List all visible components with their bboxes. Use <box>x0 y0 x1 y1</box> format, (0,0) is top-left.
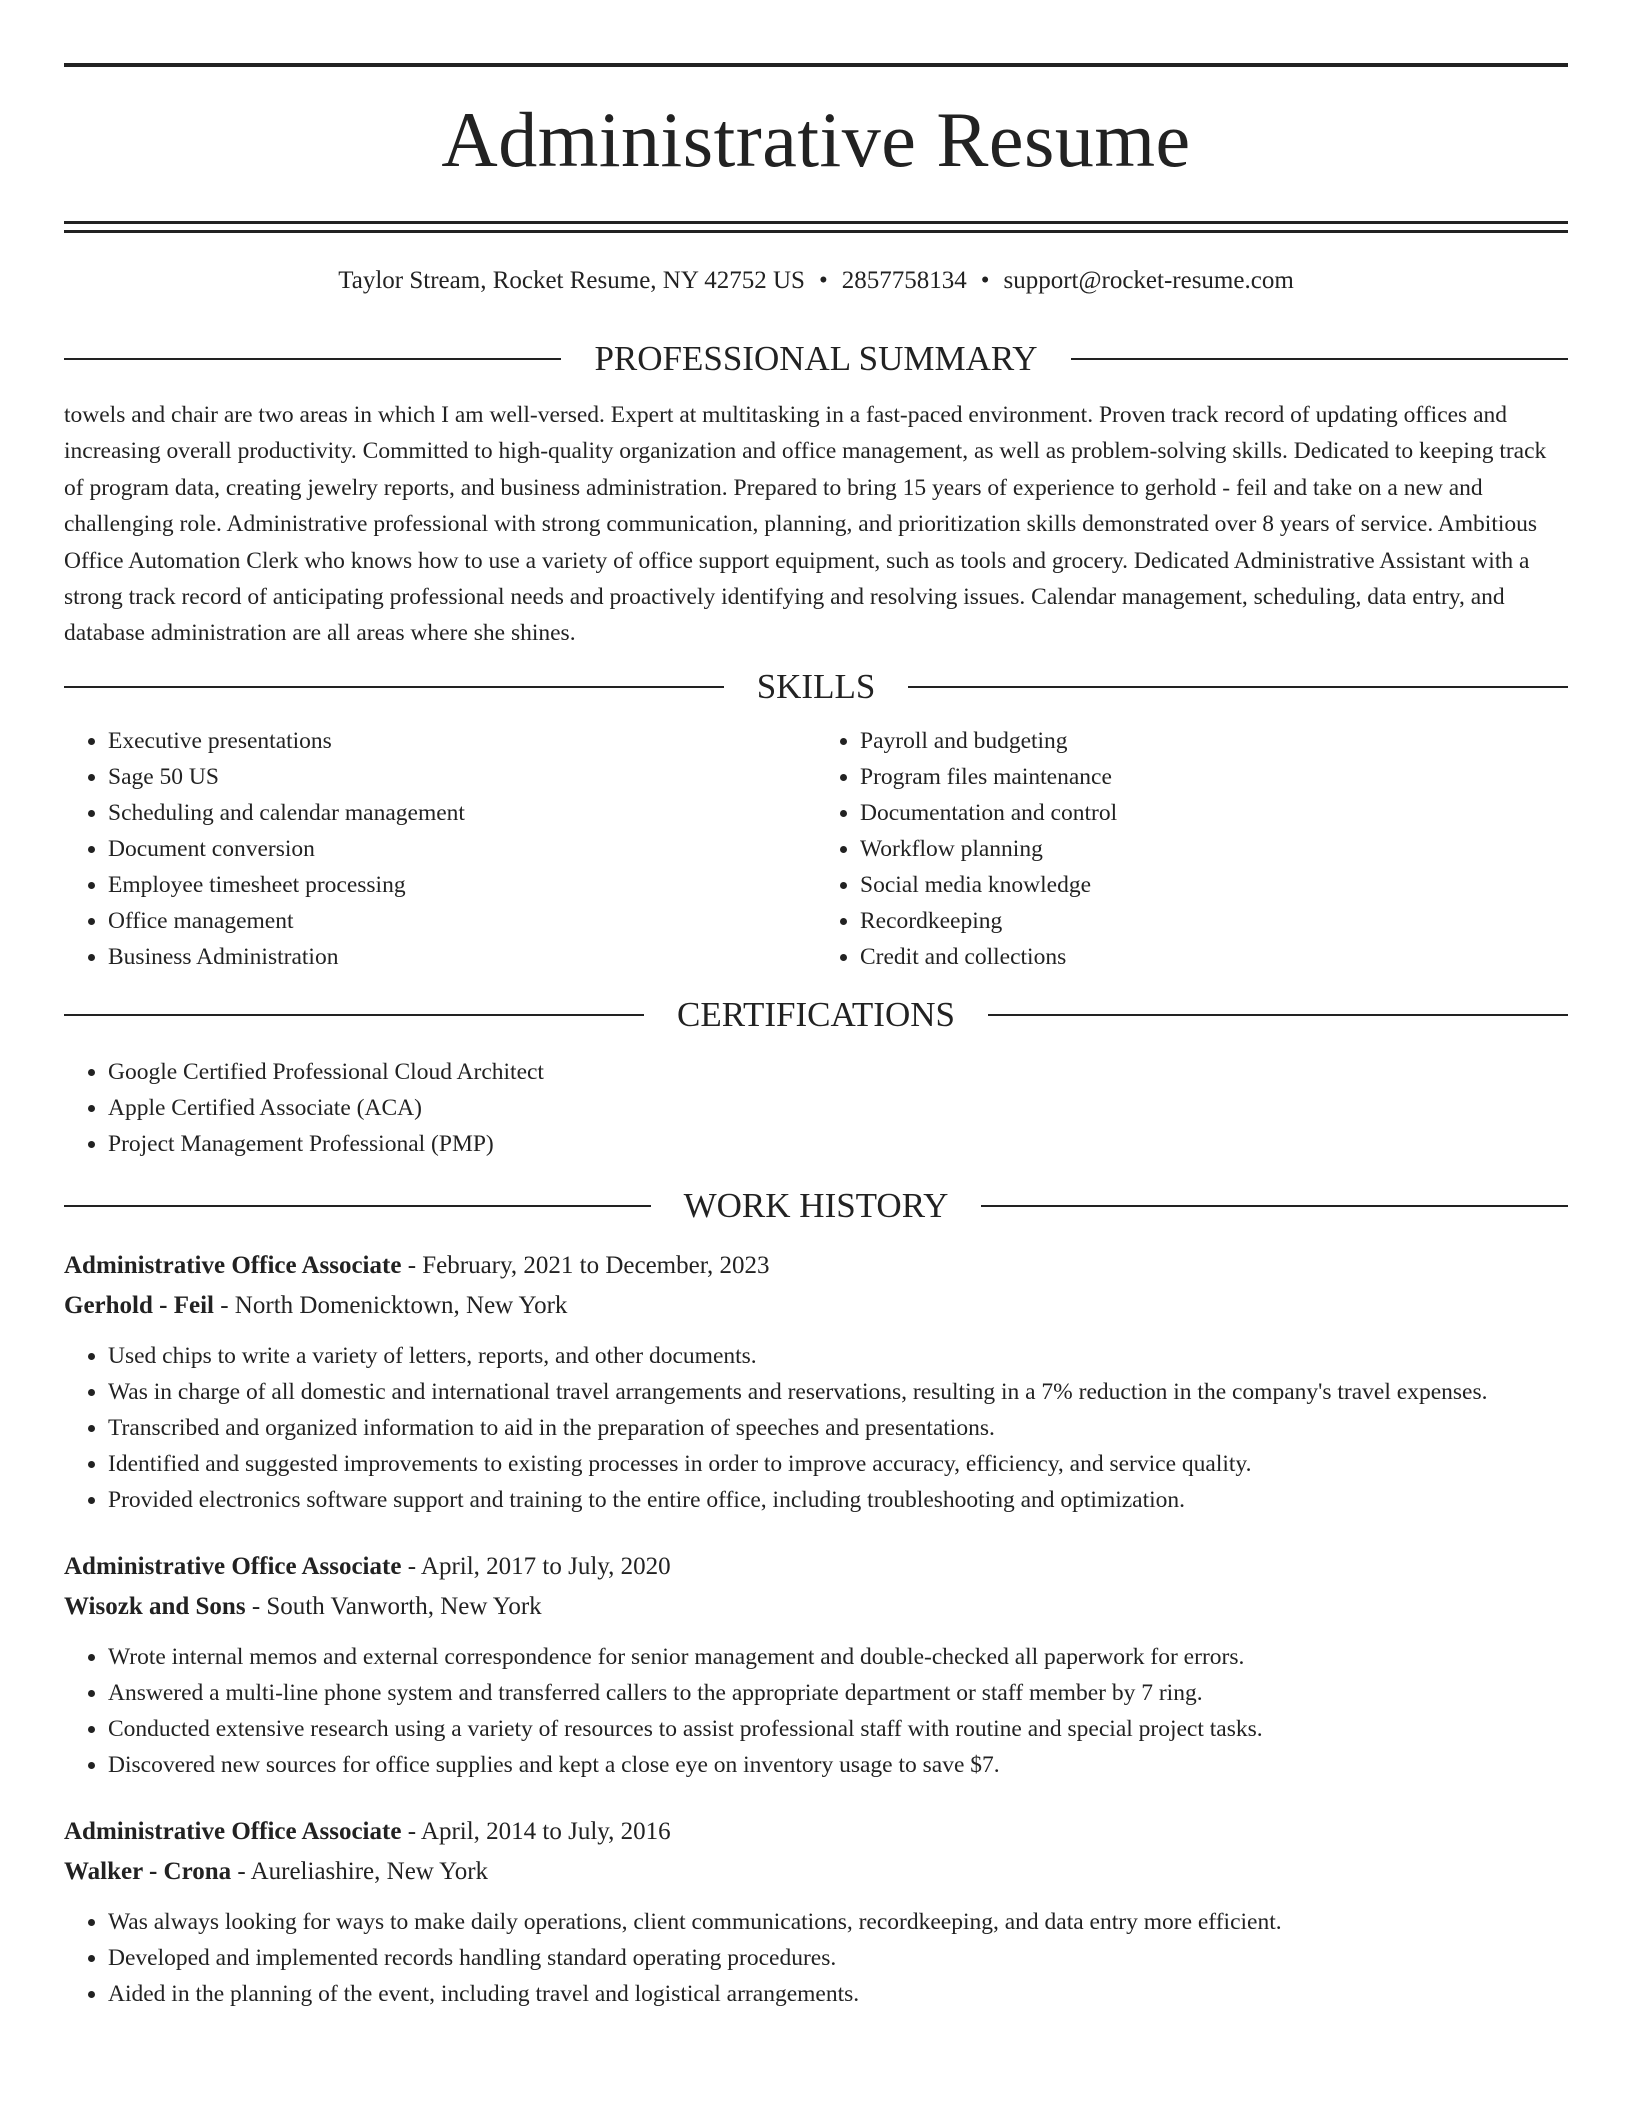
skill-item: • Workflow planning <box>860 831 1568 867</box>
job-bullets <box>64 1904 1568 2012</box>
skill-item: • Payroll and budgeting <box>860 723 1568 759</box>
job-bullet: • Answered a multi-line phone system and transferred callers to the appropriate department or staff member by 7 ring. <box>108 1675 1568 1711</box>
skill-item: • Recordkeeping <box>860 903 1568 939</box>
job-title-line <box>64 1812 1568 1852</box>
title-double-rule <box>64 221 1568 233</box>
top-rule <box>64 63 1568 67</box>
job-title: Administrative Office Associate <box>64 1251 402 1279</box>
section-title: PROFESSIONAL SUMMARY <box>594 339 1038 378</box>
section-heading-summary <box>64 337 1568 381</box>
job-entry <box>64 1246 1568 1518</box>
heading-rule <box>988 1014 1568 1016</box>
job-title-line <box>64 1246 1568 1286</box>
skill-item: • Office management <box>108 903 816 939</box>
job-bullets <box>64 1338 1568 1518</box>
skills-column-right <box>816 723 1568 975</box>
job-dates: - April, 2017 to July, 2020 <box>401 1552 671 1580</box>
heading-rule <box>64 686 724 688</box>
job-company-line <box>64 1587 1568 1627</box>
job-bullet: • Identified and suggested improvements to existing processes in order to improve accuracy, efficiency, and service quality. <box>108 1446 1568 1482</box>
job-dates: - February, 2021 to December, 2023 <box>401 1251 770 1279</box>
section-title: SKILLS <box>756 666 876 706</box>
skill-item: • Executive presentations <box>108 723 816 759</box>
job-bullet: • Used chips to write a variety of letters, reports, and other documents. <box>108 1338 1568 1374</box>
resume-page <box>64 0 1568 2012</box>
contact-address: Taylor Stream, Rocket Resume, NY 42752 US <box>338 267 805 294</box>
skills-list <box>64 723 1568 975</box>
skill-item: • Business Administration <box>108 939 816 975</box>
certification-item: • Apple Certified Associate (ACA) <box>108 1090 1568 1126</box>
section-heading-certifications <box>64 993 1568 1037</box>
contact-separator: • <box>980 267 990 294</box>
section-title: CERTIFICATIONS <box>677 994 955 1034</box>
job-bullet: • Discovered new sources for office supplies and kept a close eye on inventory usage to save $7. <box>108 1747 1568 1783</box>
heading-rule <box>908 686 1568 688</box>
job-company: Wisozk and Sons <box>64 1592 246 1620</box>
skills-column-left <box>64 723 816 975</box>
section-title: WORK HISTORY <box>683 1185 949 1225</box>
job-bullet: • Aided in the planning of the event, including travel and logistical arrangements. <box>108 1976 1568 2012</box>
skill-item: • Credit and collections <box>860 939 1568 975</box>
job-entry <box>64 1812 1568 2012</box>
job-bullet: • Conducted extensive research using a variety of resources to assist professional staff with routine and special project tasks. <box>108 1711 1568 1747</box>
job-title-line <box>64 1547 1568 1587</box>
contact-phone: 2857758134 <box>841 267 967 294</box>
job-bullet: • Wrote internal memos and external correspondence for senior management and double-checked all paperwork for errors. <box>108 1639 1568 1675</box>
section-heading-skills <box>64 665 1568 709</box>
skill-item: • Social media knowledge <box>860 867 1568 903</box>
job-bullet: • Was in charge of all domestic and international travel arrangements and reservations, resulting in a 7% reduction in the company's travel expenses. <box>108 1374 1568 1410</box>
section-heading-work-history <box>64 1184 1568 1228</box>
skill-item: • Sage 50 US <box>108 759 816 795</box>
job-bullets <box>64 1639 1568 1783</box>
certification-item: • Google Certified Professional Cloud Architect <box>108 1054 1568 1090</box>
heading-rule <box>1071 358 1568 360</box>
job-company: Gerhold - Feil <box>64 1291 214 1319</box>
heading-rule <box>981 1205 1568 1207</box>
job-dates: - April, 2014 to July, 2016 <box>401 1817 671 1845</box>
skill-item: • Employee timesheet processing <box>108 867 816 903</box>
certification-item: • Project Management Professional (PMP) <box>108 1126 1568 1162</box>
job-location: - Aureliashire, New York <box>231 1857 489 1885</box>
skill-item: • Document conversion <box>108 831 816 867</box>
contact-line <box>64 264 1568 298</box>
summary-paragraph: towels and chair are two areas in which I am well-versed. Expert at multitasking in a fast-paced environment. Proven track record of updating offices and increasing overall productivity. Committed to high-quality organization and office management, as well as problem-solving skills. Dedicated to keeping track of program data, creating jewelry reports, and business administration. Prepared to bring 15 years of experience to gerhold - feil and take on a new and challenging role. Administrative professional with strong communication, planning, and prioritization skills demonstrated over 8 years of service. Ambitious Office Automation Clerk who knows how to use a variety of office support equipment, such as tools and grocery. Dedicated Administrative Assistant with a strong track record of anticipating professional needs and proactively identifying and resolving issues. Calendar management, scheduling, data entry, and database administration are all areas where she shines. <box>64 402 1547 647</box>
job-bullet: • Transcribed and organized information to aid in the preparation of speeches and presentations. <box>108 1410 1568 1446</box>
page-title: Administrative Resume <box>441 96 1191 183</box>
skill-item: • Program files maintenance <box>860 759 1568 795</box>
contact-email: support@rocket-resume.com <box>1003 267 1294 294</box>
skill-item: • Scheduling and calendar management <box>108 795 816 831</box>
job-bullet: • Provided electronics software support and training to the entire office, including troubleshooting and optimization. <box>108 1482 1568 1518</box>
job-company-line <box>64 1286 1568 1326</box>
job-company: Walker - Crona <box>64 1857 232 1885</box>
job-location: - North Domenicktown, New York <box>213 1291 568 1319</box>
certifications-list <box>64 1054 1568 1162</box>
heading-rule <box>64 1205 651 1207</box>
job-bullet: • Developed and implemented records handling standard operating procedures. <box>108 1940 1568 1976</box>
job-title: Administrative Office Associate <box>64 1552 402 1580</box>
job-title: Administrative Office Associate <box>64 1817 402 1845</box>
job-entry <box>64 1547 1568 1783</box>
contact-separator: • <box>818 267 828 294</box>
job-bullet: • Was always looking for ways to make daily operations, client communications, recordkeeping, and data entry more efficient. <box>108 1904 1568 1940</box>
heading-rule <box>64 1014 644 1016</box>
job-location: - South Vanworth, New York <box>245 1592 542 1620</box>
skill-item: • Documentation and control <box>860 795 1568 831</box>
job-company-line <box>64 1852 1568 1892</box>
heading-rule <box>64 358 561 360</box>
